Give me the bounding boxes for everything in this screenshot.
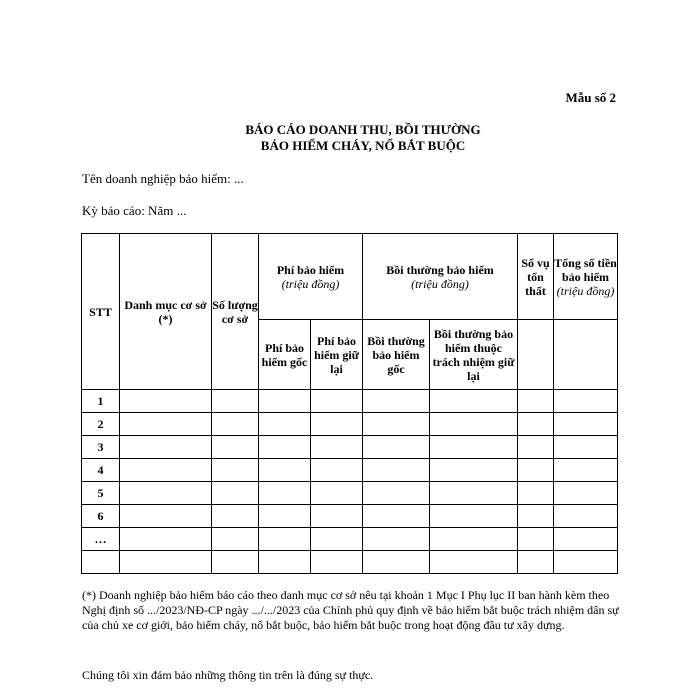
table-cell bbox=[363, 459, 430, 482]
title-line-2: BẢO HIỂM CHÁY, NỔ BẮT BUỘC bbox=[260, 138, 466, 153]
row-number: 6 bbox=[82, 505, 120, 528]
row-number: 2 bbox=[82, 413, 120, 436]
header-total-sum bbox=[554, 234, 618, 320]
table-cell bbox=[363, 505, 430, 528]
table-row bbox=[82, 505, 618, 528]
table-cell bbox=[518, 459, 554, 482]
header-total-sum-unit: (triệu đồng) bbox=[556, 283, 615, 298]
table-cell bbox=[212, 505, 259, 528]
row-number: 5 bbox=[82, 482, 120, 505]
table-cell bbox=[259, 459, 311, 482]
table-row bbox=[82, 482, 618, 505]
row-number: 4 bbox=[82, 459, 120, 482]
table-cell bbox=[311, 528, 363, 551]
table-cell bbox=[518, 390, 554, 413]
table-cell bbox=[554, 413, 618, 436]
table-row bbox=[82, 551, 618, 574]
table-cell bbox=[259, 413, 311, 436]
table-cell bbox=[430, 505, 518, 528]
table-cell bbox=[311, 551, 363, 574]
table-cell bbox=[518, 482, 554, 505]
table-cell bbox=[518, 551, 554, 574]
header-losses-blank bbox=[518, 320, 554, 390]
table-cell bbox=[212, 528, 259, 551]
row-number: 3 bbox=[82, 436, 120, 459]
table-cell bbox=[518, 436, 554, 459]
header-category: Danh mục cơ sở (*) bbox=[120, 234, 212, 390]
table-cell bbox=[430, 528, 518, 551]
header-claims-unit: (triệu đồng) bbox=[411, 276, 469, 291]
report-table bbox=[81, 233, 618, 574]
header-stt: STT bbox=[82, 234, 120, 390]
table-cell bbox=[120, 436, 212, 459]
table-cell bbox=[120, 528, 212, 551]
table-cell bbox=[120, 482, 212, 505]
table-cell bbox=[259, 390, 311, 413]
table-cell bbox=[430, 390, 518, 413]
table-cell bbox=[518, 505, 554, 528]
table-cell bbox=[554, 436, 618, 459]
table-cell bbox=[554, 390, 618, 413]
header-total-sum-label: Tổng số tiền bảo hiểm bbox=[554, 255, 617, 284]
table-cell bbox=[518, 528, 554, 551]
table-body bbox=[82, 390, 618, 574]
table-cell bbox=[363, 551, 430, 574]
table-cell bbox=[311, 505, 363, 528]
row-number: 1 bbox=[82, 390, 120, 413]
header-premium-original: Phí bảo hiểm gốc bbox=[259, 320, 311, 390]
footnote: (*) Doanh nghiệp bảo hiểm báo cáo theo danh mục cơ sở nêu tại khoản 1 Mục I Phụ lục II ban hành kèm theo Nghị định số .../2023/NĐ-CP ngày .../.../2023 của Chính phủ quy định về bảo hiểm bắt buộc trách nhiệm dân sự của chủ xe cơ giới, bảo hiểm cháy, nổ bắt buộc, bảo hiểm bắt buộc trong hoạt động đầu tư xây dựng. bbox=[82, 588, 619, 632]
table-cell bbox=[311, 413, 363, 436]
table-cell bbox=[311, 436, 363, 459]
table-cell bbox=[120, 505, 212, 528]
header-premium-label: Phí bảo hiểm bbox=[276, 262, 345, 277]
table-cell bbox=[120, 551, 212, 574]
table-cell bbox=[430, 551, 518, 574]
table-cell bbox=[212, 482, 259, 505]
header-premium-group bbox=[259, 234, 363, 320]
table-cell bbox=[212, 413, 259, 436]
header-losses: Số vụ tổn thất bbox=[518, 234, 554, 320]
table-cell bbox=[363, 436, 430, 459]
table-cell bbox=[120, 390, 212, 413]
header-claims-label: Bồi thường bảo hiểm bbox=[386, 262, 494, 277]
table-row bbox=[82, 459, 618, 482]
table-cell bbox=[259, 482, 311, 505]
header-premium-unit: (triệu đồng) bbox=[281, 276, 340, 291]
row-number: … bbox=[82, 528, 120, 551]
table-row bbox=[82, 390, 618, 413]
table-cell bbox=[212, 436, 259, 459]
table-cell bbox=[259, 436, 311, 459]
table-cell bbox=[363, 482, 430, 505]
table-cell bbox=[554, 551, 618, 574]
table-cell bbox=[554, 528, 618, 551]
table-cell bbox=[259, 505, 311, 528]
table-cell bbox=[259, 528, 311, 551]
table-cell bbox=[363, 528, 430, 551]
header-claims-original: Bồi thường bảo hiểm gốc bbox=[363, 320, 430, 390]
table-cell bbox=[363, 413, 430, 436]
table-row bbox=[82, 436, 618, 459]
table-cell bbox=[311, 459, 363, 482]
table-cell bbox=[430, 459, 518, 482]
report-period-field: Kỳ báo cáo: Năm ... bbox=[82, 203, 187, 218]
header-count: Số lượng cơ sở bbox=[212, 234, 259, 390]
table-cell bbox=[430, 413, 518, 436]
row-number bbox=[82, 551, 120, 574]
table-cell bbox=[259, 551, 311, 574]
table-row bbox=[82, 413, 618, 436]
header-claims-group bbox=[363, 234, 518, 320]
table-cell bbox=[554, 505, 618, 528]
form-code: Mẫu số 2 bbox=[565, 90, 616, 105]
table-cell bbox=[430, 482, 518, 505]
title-line-1: BÁO CÁO DOANH THU, BỒI THƯỜNG bbox=[245, 122, 481, 137]
table-cell bbox=[554, 482, 618, 505]
table-cell bbox=[212, 551, 259, 574]
header-claims-retained: Bồi thường bảo hiểm thuộc trách nhiệm giữ lại bbox=[430, 320, 518, 390]
header-premium-retained: Phí bảo hiểm giữ lại bbox=[311, 320, 363, 390]
closing-statement: Chúng tôi xin đảm bảo những thông tin trên là đúng sự thực. bbox=[82, 668, 374, 682]
table-row bbox=[82, 528, 618, 551]
table-cell bbox=[120, 459, 212, 482]
table-cell bbox=[311, 390, 363, 413]
table-cell bbox=[363, 390, 430, 413]
table-cell bbox=[518, 413, 554, 436]
insurer-name-field: Tên doanh nghiệp bảo hiểm: ... bbox=[82, 171, 244, 186]
header-total-sum-blank bbox=[554, 320, 618, 390]
document-title bbox=[0, 122, 700, 154]
table-cell bbox=[120, 413, 212, 436]
table-cell bbox=[554, 459, 618, 482]
table-cell bbox=[311, 482, 363, 505]
table-cell bbox=[212, 390, 259, 413]
table-cell bbox=[430, 436, 518, 459]
table-cell bbox=[212, 459, 259, 482]
